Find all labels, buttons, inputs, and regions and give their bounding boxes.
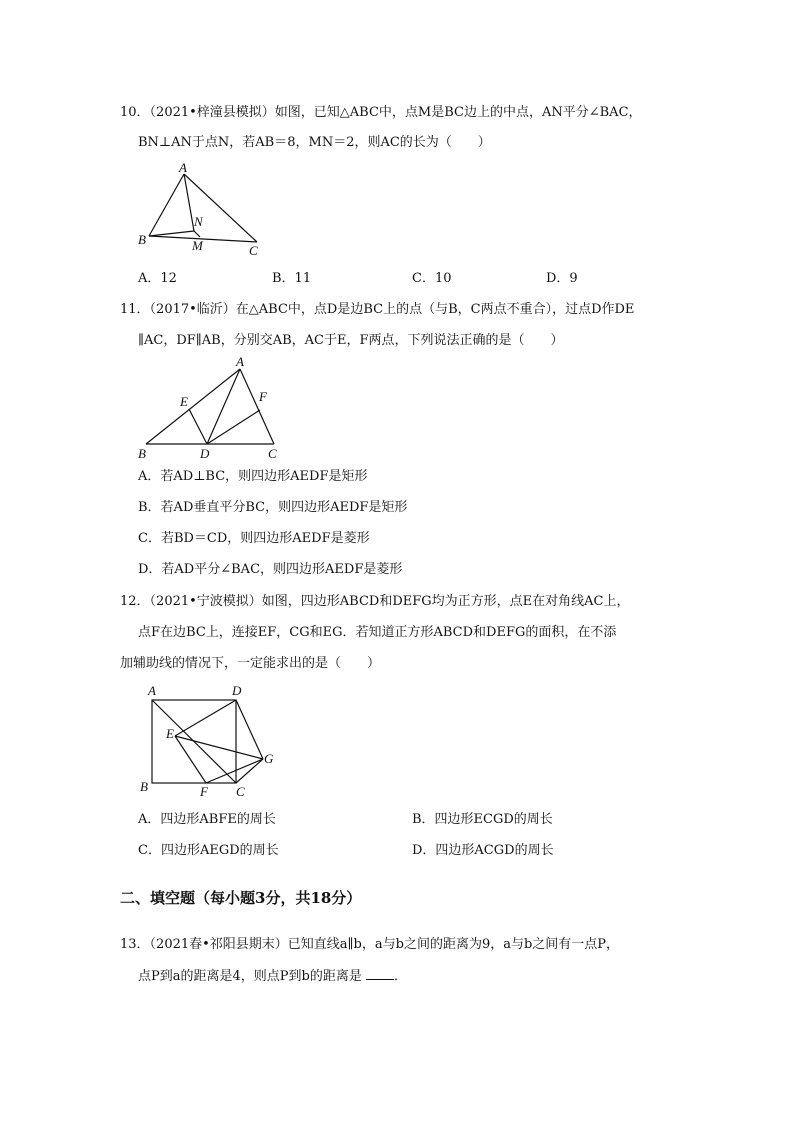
q13-answer-blank[interactable] [366, 967, 394, 980]
q12-option-c: C．四边形AEGD的周长 [138, 843, 279, 858]
q10-label-m: M [192, 238, 203, 253]
q11-label-b: B [138, 446, 146, 461]
q13-text-before: 点P到a的距离是4，则点P到b的距离是 [138, 969, 362, 984]
q11-option-b: B．若AD垂直平分BC，则四边形AEDF是矩形 [138, 500, 408, 515]
q12-stem-line1: 12．（2021•宁波模拟）如图，四边形ABCD和DEFG均为正方形，点E在对角线AC上， [120, 594, 630, 609]
q12-stem-line3: 加辅助线的情况下，一定能求出的是（ ） [120, 656, 381, 671]
q11-label-c: C [268, 446, 277, 461]
q12-label-c: C [236, 784, 245, 799]
q10-label-c: C [249, 243, 258, 258]
q12-option-b: B．四边形ECGD的周长 [412, 812, 553, 827]
q10-option-d: D．9 [546, 271, 578, 286]
q12-stem-line2: 点F在边BC上，连接EF，CG和EG．若知道正方形ABCD和DEFG的面积，在不添 [138, 625, 617, 640]
q12-option-d: D．四边形ACGD的周长 [412, 843, 554, 858]
q11-label-d: D [200, 446, 210, 461]
q11-option-c: C．若BD＝CD，则四边形AEDF是菱形 [138, 531, 370, 546]
q11-figure [136, 354, 286, 462]
q11-label-f: F [259, 389, 267, 404]
q11-option-d: D．若AD平分∠BAC，则四边形AEDF是菱形 [138, 562, 403, 577]
q11-stem-line1: 11．（2017•临沂）在△ABC中，点D是边BC上的点（与B，C两点不重合），过点D作DE [120, 302, 635, 317]
q12-label-b: B [140, 779, 148, 794]
section-title: 二、填空题（每小题3分，共18分） [120, 889, 362, 907]
q10-label-b: B [138, 232, 146, 247]
q10-stem-line1: 10．（2021•梓潼县模拟）如图，已知△ABC中，点M是BC边上的中点，AN平分∠BAC， [120, 105, 642, 120]
q10-option-b: B．11 [272, 271, 312, 286]
q11-stem-line2: ∥AC，DF∥AB，分别交AB，AC于E，F两点，下列说法正确的是（ ） [138, 333, 564, 348]
q10-label-a: A [179, 160, 187, 175]
q10-stem-line2: BN⊥AN于点N，若AB＝8，MN＝2，则AC的长为（ ） [138, 135, 491, 150]
q11-label-a: A [236, 354, 244, 369]
q11-label-e: E [180, 394, 188, 409]
q12-option-a: A．四边形ABFE的周长 [138, 812, 276, 827]
q12-label-d: D [232, 683, 242, 698]
q11-option-a: A．若AD⊥BC，则四边形AEDF是矩形 [138, 469, 368, 484]
q10-label-n: N [194, 214, 203, 229]
q13-stem-line1: 13．（2021春•祁阳县期末）已知直线a∥b，a与b之间的距离为9，a与b之间有一点P， [120, 937, 620, 952]
q13-text-after: ． [393, 969, 407, 984]
q12-label-a: A [148, 683, 156, 698]
q12-figure [136, 680, 286, 800]
q10-figure [132, 160, 272, 260]
q12-label-g: G [264, 751, 274, 766]
q13-stem-line2 [138, 967, 407, 986]
q10-option-c: C．10 [412, 271, 452, 286]
q10-option-a: A．12 [138, 271, 177, 286]
q12-label-f: F [200, 784, 208, 799]
q12-label-e: E [166, 726, 174, 741]
